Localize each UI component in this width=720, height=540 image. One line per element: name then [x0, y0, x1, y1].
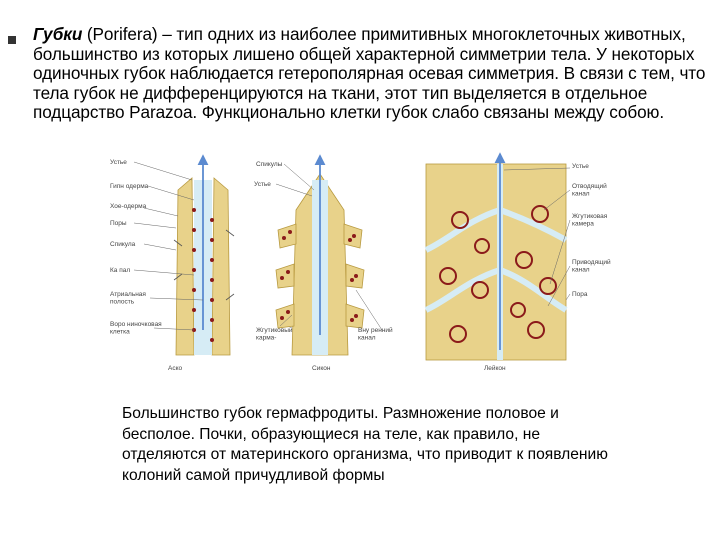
leucon-panel: [426, 154, 611, 372]
label-privodyashchy: Приводящий канал: [572, 259, 611, 274]
sponge-types-figure: [108, 150, 611, 375]
intro-text: (Porifera) – тип одних из наиболее примитивных многоклеточных животных, большинство из которых лишено общей характерной симметрии тела. У некоторых одиночных губок наблюдается гетерополярная осевая симметрия. В связи с тем, что тела губок не дифференцируются на ткани, этот тип выделяется в отдельное подцарство Parazoa. Функционально клетки губок слабо связаны между собою.: [33, 24, 706, 123]
sycon-panel: [254, 156, 393, 372]
caption-sycon: Сикон: [312, 365, 331, 372]
sponge-diagram: [108, 150, 611, 375]
reproduction-paragraph: Большинство губок гермафродиты. Размножение половое и бесполое. Почки, образующиеся на теле, как правило, не отделяются от материнского организма, что приводит к появлению колоний самой причудливой формы: [122, 405, 608, 484]
term-gubki: Губки: [33, 24, 83, 44]
label-ustye-2: Устье: [254, 181, 271, 188]
caption-leucon: Лейкон: [484, 365, 506, 372]
label-zhgutikovy-karman: Жгутиковый карма-: [256, 327, 293, 342]
label-spikula: Спикула: [110, 241, 136, 248]
caption-asco: Аско: [168, 365, 183, 372]
label-vnutrenny-kanal: Вну ренний канал: [358, 327, 393, 342]
label-pory: Поры: [110, 220, 127, 227]
label-atrialnaya: Атриальная полость: [110, 291, 146, 306]
label-pora: Пора: [572, 291, 588, 298]
intro-paragraph: [33, 25, 713, 123]
label-ustye-1: Устье: [110, 159, 127, 166]
label-kanal: Ка пал: [110, 267, 131, 274]
label-ustye-3: Устье: [572, 163, 589, 170]
bullet-marker: [8, 36, 16, 44]
label-hoanoderma: Хое-одерма: [110, 203, 147, 210]
label-otvodyashchy: Отводящий канал: [572, 183, 607, 198]
label-voronochkovaya: Воро ниночковая клетка: [110, 321, 162, 336]
label-spikuly: Спикулы: [256, 161, 283, 168]
label-gipnoderma: Гипн одерма: [110, 183, 149, 190]
label-zhgutikovaya-kamera: Жгутиковая камера: [572, 213, 608, 228]
asco-panel: [110, 156, 234, 372]
